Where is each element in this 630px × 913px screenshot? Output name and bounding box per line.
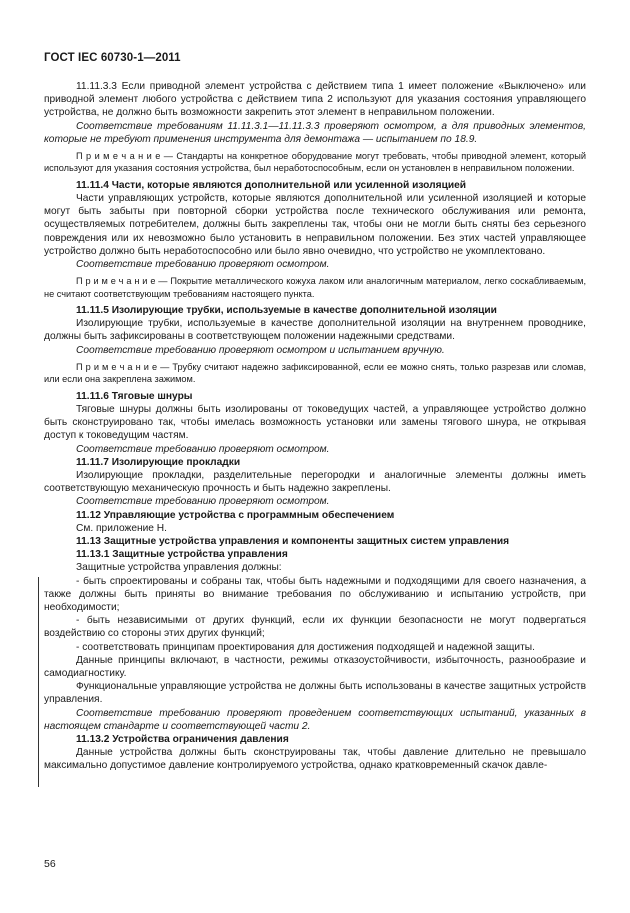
compliance-paragraph: Соответствие требованию проверяют осмотром и испытанием вручную.: [76, 344, 445, 356]
paragraph: Части управляющих устройств, которые являются дополнительной или усиленной изоляцией и которые могут быть забыты при повторной сборки устройства после технического обслуживания или ремонта, осуществляемых потребителем, должны быть закреплены так, чтобы они не могли быть сняты без серьезного повреждения или их невозможно было установить в неправильном положении. Без этих частей управляющее устройство должно быть неработоспособно или было явно очевидно, что устройство не укомплектовано.: [44, 193, 586, 257]
paragraph: См. приложение Н.: [76, 522, 167, 534]
paragraph: Данные устройства должны быть сконструированы так, чтобы давление длительно не превышало максимально допустимое давление контролируемого устройства, однако кратковременный скачок давле-: [44, 747, 586, 772]
list-item: - быть независимыми от других функций, если их функции безопасности не могут подвергаться воздействию со стороны этих других функций;: [44, 615, 586, 640]
compliance-paragraph: Соответствие требованию проверяют проведением соответствующих испытаний, указанных в настоящем стандарте и соответствующей части 2.: [44, 707, 586, 732]
note-paragraph: П р и м е ч а н и е — Трубку считают надежно зафиксированной, если ее можно снять, только разрезав или сломав, или если она закреплена зажимом.: [44, 361, 586, 385]
section-heading: 11.13.1 Защитные устройства управления: [76, 549, 288, 561]
paragraph: Тяговые шнуры должны быть изолированы от токоведущих частей, а управляющее устройство должно быть сконструировано так, чтобы имелась возможность установки или замены тягового шнура, не открывая доступ к токоведущим частям.: [44, 403, 586, 442]
section-heading: 11.13 Защитные устройства управления и компоненты защитных систем управления: [76, 535, 510, 547]
section-heading: 11.11.6 Тяговые шнуры: [76, 390, 193, 402]
paragraph: Данные принципы включают, в частности, режимы отказоустойчивости, избыточность, разнообразие и самодиагностику.: [44, 654, 586, 679]
page-header-standard-code: ГОСТ IEC 60730-1—2011: [44, 52, 181, 64]
compliance-paragraph: Соответствие требованию проверяют осмотром.: [76, 443, 330, 455]
list-item: - соответствовать принципам проектирования для достижения подходящей и надежной защиты.: [76, 641, 535, 653]
section-heading: 11.12 Управляющие устройства с программным обеспечением: [76, 509, 395, 521]
section-heading: 11.11.7 Изолирующие прокладки: [76, 456, 241, 468]
note-paragraph: П р и м е ч а н и е — Покрытие металлического кожуха лаком или аналогичным материалом, легко соскабливаемым, не считают соответствующим требованиям настоящего пункта.: [44, 276, 586, 299]
note-paragraph: П р и м е ч а н и е — Стандарты на конкретное оборудование могут требовать, чтобы приводной элемент, который используют для указания состояния устройства, был неработоспособным, если он установлен в неправильном положении.: [44, 151, 586, 174]
paragraph: 11.11.3.3 Если приводной элемент устройства с действием типа 1 имеет положение «Выключено» или приводной элемент любого устройства с действием типа 2 используют для указания состояния управляющего устройства, не должно быть возможности закрепить этот элемент в неправильном положении.: [44, 81, 586, 119]
paragraph: Изолирующие трубки, используемые в качестве дополнительной изоляции на внутреннем проводнике, должны быть зафиксированы в соответствующем положении надежными средствами.: [44, 318, 586, 343]
page-number: 56: [44, 858, 56, 870]
compliance-paragraph: Соответствие требованию проверяют осмотром.: [76, 496, 330, 508]
compliance-paragraph: Соответствие требованиям 11.11.3.1—11.11.3.3 проверяют осмотром, а для приводных элементов, которые не требуют применения инструмента для демонтажа — испытанием по 18.9.: [44, 120, 586, 145]
document-body: [44, 80, 586, 773]
paragraph: Изолирующие прокладки, разделительные перегородки и аналогичные элементы должны иметь соответствующую механическую прочность и быть надежно закреплены.: [44, 469, 586, 495]
section-heading: 11.13.2 Устройства ограничения давления: [76, 733, 289, 745]
section-heading: 11.11.4 Части, которые являются дополнительной или усиленной изоляцией: [76, 179, 467, 191]
paragraph: Функциональные управляющие устройства не должны быть использованы в качестве защитных устройств управления.: [44, 681, 586, 706]
list-item: - быть спроектированы и собраны так, чтобы быть надежными и подходящими для своего назначения, а также должны быть приняты во внимание требования по обслуживанию и испытанию устройств, при необходимости;: [44, 575, 586, 613]
revision-change-bar: [38, 577, 39, 787]
compliance-paragraph: Соответствие требованию проверяют осмотром.: [76, 259, 330, 271]
section-heading: 11.11.5 Изолирующие трубки, используемые в качестве дополнительной изоляции: [76, 305, 497, 317]
paragraph: Защитные устройства управления должны:: [76, 562, 282, 574]
